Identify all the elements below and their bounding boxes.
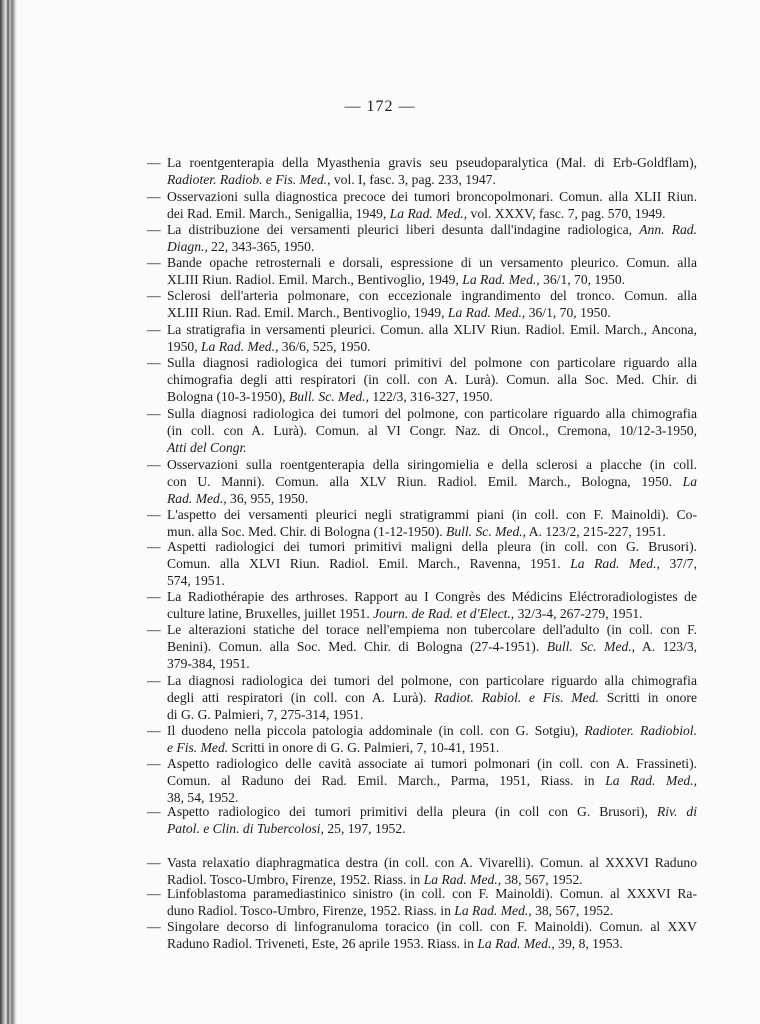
entry-line [147,606,697,623]
entry-text: XLIII Riun. Radiol. Emil. March., Bentivoglio, 1949, [167,271,463,287]
bibliography-entry [147,855,697,889]
entry-line [147,821,697,838]
bibliography-entry [147,804,697,838]
entry-text: 25, 197, 1952. [323,820,406,836]
entry-text: chimografia degli atti respiratori (in coll. con A. Lurà). Comun. alla Soc. Med. Chir. di [167,371,697,387]
entry-line [147,440,697,457]
entry-line [147,222,697,239]
entry-text: Sulla diagnosi radiologica dei tumori del polmone, con particolare riguardo alla chimografia [167,406,697,421]
entry-text: Vasta relaxatio diaphragmatica destra (in coll. con A. Vivarelli). Comun. al XXXVI Raduno [167,855,697,870]
bibliography-entry [147,539,697,589]
entry-text: 22, 343-365, 1950. [207,238,315,254]
entry-line [147,339,697,356]
journal-title: Rad. Med., [167,490,227,506]
entry-text: Aspetti radiologici dei tumori primitivi maligni della pleura (in coll. con G. Brusori). [167,539,697,554]
entry-dash: — [147,723,161,738]
entry-text: Il duodeno nella piccola patologia addominale (in coll. con G. Sotgiu), [167,723,585,738]
entry-line [147,239,697,256]
entry-text: XLIII Riun. Rad. Emil. March., Bentivoglio, 1949, [167,304,448,320]
entry-text: mun. alla Soc. Med. Chir. di Bologna (1-12-1950). [167,523,447,539]
entry-line [147,936,697,953]
bibliography-entry [147,589,697,623]
entry-line [147,406,697,423]
entry-line [147,507,697,524]
journal-title: Ann. Rad. [639,222,698,237]
entry-text: Sulla diagnosi radiologica dei tumori primitivi del polmone con particolare riguardo alla [167,355,697,370]
scan-binding-edge [0,0,18,1024]
entry-line [147,322,697,339]
journal-title: La Rad. Med., [200,338,279,354]
entry-line [147,886,697,903]
entry-line [147,457,697,474]
entry-line [147,423,697,440]
journal-title: Radioter. Radiob. e Fis. Med., [167,171,331,187]
bibliography-entry [147,723,697,757]
entry-line [147,556,697,573]
entry-dash: — [147,457,161,472]
journal-title: Diagn., [167,238,208,254]
entry-dash: — [147,919,161,934]
entry-line [147,622,697,639]
entry-text: 122/3, 316-327, 1950. [368,388,493,404]
bibliography-entry [147,189,697,223]
entry-dash: — [147,589,161,604]
entry-dash: — [147,539,161,554]
entry-line [147,773,697,790]
bibliography-entry [147,919,697,953]
bibliography-entry [147,222,697,256]
journal-title: La Rad. Med., [477,935,555,951]
entry-text: Raduno Radiol. Triveneti, Este, 26 aprile 1953. Riass. in [167,935,478,951]
entry-text: 36/1, 70, 1950. [525,304,611,320]
entry-line [147,573,697,590]
entry-dash: — [147,507,161,522]
journal-title: Bull. Sc. Med., [546,638,636,654]
entry-line [147,255,697,272]
entry-text: di G. G. Palmieri, 7, 275-314, 1951. [167,706,364,722]
entry-text: 38, 567, 1952. [501,871,583,887]
bibliography-entry [147,673,697,723]
entry-text: A. 123/2, 215-227, 1951. [526,523,666,539]
entry-text: (in coll. con A. Lurà). Comun. al VI Congr. Naz. di Oncol., Cremona, 10/12-3-1950, [167,422,697,438]
journal-title: e Fis. Med. [167,739,229,755]
entry-text: 32/3-4, 267-279, 1951. [514,605,643,621]
entry-text: vol. XXXV, fasc. 7, pag. 570, 1949. [467,205,666,221]
entry-line [147,305,697,322]
entry-text: dei Rad. Emil. March., Senigallia, 1949, [167,205,390,221]
journal-title: La [682,473,697,489]
entry-line [147,756,697,773]
bibliography-entry [147,406,697,456]
entry-text: 39, 8, 1953. [554,935,623,951]
journal-title: La Rad. Med., [447,304,526,320]
entry-text: culture latine, Bruxelles, juillet 1951. [167,605,374,621]
entry-dash: — [147,406,161,421]
journal-title: Journ. de Rad. et d'Elect., [373,605,515,621]
entry-text: 38, 54, 1952. [167,789,239,805]
entry-text: 36/1, 70, 1950. [539,271,626,287]
bibliography-entry [147,507,697,541]
entry-text: Scritti in onore [598,689,697,705]
journal-title: Riv. di [656,804,698,819]
entry-text: duno Radiol. Tosco-Umbro, Firenze, 1952. Riass. in [167,902,455,918]
entry-dash: — [147,255,161,270]
entry-text: 37/7, [659,555,698,571]
bibliography-entry [147,622,697,672]
entry-line [147,189,697,206]
entry-line [147,855,697,872]
bibliography-entry [147,886,697,920]
entry-line [147,804,697,821]
entry-line [147,389,697,406]
entry-dash: — [147,855,161,870]
journal-title: La Rad. Med., [462,271,540,287]
bibliography-entry [147,288,697,322]
entry-text: Osservazioni sulla roentgenterapia della siringomielia e della sclerosi a placche (in coll. [167,457,697,472]
entry-text: Scritti in onore di G. G. Palmieri, 7, 10-41, 1951. [228,739,500,755]
bibliography-entry [147,355,697,405]
entry-line [147,372,697,389]
bibliography-entry [147,155,697,189]
entry-line [147,172,697,189]
entry-text: 36/6, 525, 1950. [278,338,371,354]
entry-text: Linfoblastoma paramediastinico sinistro (in coll. con F. Mainoldi). Comun. al XXXVI Ra- [167,886,697,901]
entry-line [147,673,697,690]
entry-text: La stratigrafia in versamenti pleurici. Comun. alla XLIV Riun. Radiol. Emil. March., Ancona, [167,322,697,337]
bibliography-entry [147,756,697,806]
entry-text: Bologna (10-3-1950), [167,388,289,404]
entry-dash: — [147,155,161,170]
entry-dash: — [147,804,161,819]
journal-title: La Rad. Med., [389,205,468,221]
entry-text: degli atti respiratori (in coll. con A. Lurà). [167,689,435,705]
entry-text: La Radiothérapie des arthroses. Rapport au I Congrès des Médicins Eléctroradiologistes de [167,589,697,604]
entry-line [147,656,697,673]
entry-text: Comun. alla XLVI Riun. Radiol. Emil. March., Ravenna, 1951. [167,555,571,571]
bibliography-entry [147,255,697,289]
entry-text: Le alterazioni statiche del torace nell'empiema non tubercolare dell'adulto (in coll. con F. [167,622,697,637]
journal-title: Radiot. Rabiol. e Fis. Med. [434,689,599,705]
entry-text: A. 123/3, [635,638,698,654]
entry-text: 379-384, 1951. [167,655,250,671]
journal-title: La Rad. Med., [570,555,660,571]
entry-dash: — [147,622,161,637]
bibliography-entry [147,322,697,356]
entry-text: La roentgenterapia della Myasthenia gravis seu pseudoparalytica (Mal. di Erb-Goldflam), [167,155,697,170]
entry-line [147,740,697,757]
entry-dash: — [147,756,161,771]
entry-line [147,355,697,372]
entry-dash: — [147,673,161,688]
entry-text: La diagnosi radiologica dei tumori del polmone, con particolare riguardo alla chimografia [167,673,697,688]
entry-line [147,903,697,920]
entry-text: 38, 567, 1952. [531,902,614,918]
journal-title: Radioter. Radiobiol. [584,723,697,738]
entry-dash: — [147,355,161,370]
entry-line [147,539,697,556]
entry-text: L'aspetto dei versamenti pleurici negli stratigrammi piani (in coll. con F. Mainoldi). Co- [167,507,697,522]
entry-text: Singolare decorso di linfogranuloma toracico (in coll. con F. Mainoldi). Comun. al XXV [167,919,697,934]
entry-line [147,206,697,223]
journal-title: Bull. Sc. Med., [288,388,369,404]
entry-text: Aspetto radiologico delle cavità associate ai tumori polmonari (in coll. con A. Frassineti). [167,756,697,771]
entry-line [147,723,697,740]
journal-title: Bull. Sc. Med., [446,523,527,539]
entry-line [147,155,697,172]
entry-line [147,690,697,707]
journal-title: La Rad. Med., [605,772,697,788]
entry-line [147,589,697,606]
entry-text: 574, 1951. [167,572,225,588]
entry-text: vol. I, fasc. 3, pag. 233, 1947. [330,171,496,187]
entry-text: Radiol. Tosco-Umbro, Firenze, 1952. Riass. in [167,871,424,887]
entry-dash: — [147,886,161,901]
entry-dash: — [147,288,161,303]
entry-line [147,491,697,508]
entry-line [147,639,697,656]
entry-text: Osservazioni sulla diagnostica precoce dei tumori broncopolmonari. Comun. alla XLII Riun. [167,189,697,204]
journal-title: La Rad. Med., [454,902,532,918]
entry-dash: — [147,222,161,237]
bibliography-entry [147,457,697,507]
entry-line [147,919,697,936]
journal-title: Atti del Congr. [167,439,247,455]
entry-text: Benini). Comun. alla Soc. Med. Chir. di Bologna (27-4-1951). [167,638,547,654]
journal-title: Patol. e Clin. di Tubercolosi, [167,820,324,836]
entry-text: Bande opache retrosternali e dorsali, espressione di un versamento pleurico. Comun. alla [167,255,697,270]
entry-line [147,474,697,491]
entry-text: 36, 955, 1950. [226,490,309,506]
entry-dash: — [147,322,161,337]
journal-title: La Rad. Med., [423,871,502,887]
entry-text: La distribuzione dei versamenti pleurici liberi desunta dall'indagine radiologica, [167,222,640,237]
entry-line [147,288,697,305]
entry-line [147,272,697,289]
entry-text: Comun. al Raduno dei Rad. Emil. March., Parma, 1951, Riass. in [167,772,606,788]
entry-text: 1950, [167,338,201,354]
entry-text: Aspetto radiologico dei tumori primitivi della pleura (in coll con G. Brusori), [167,804,657,819]
entry-text: Sclerosi dell'arteria polmonare, con eccezionale ingrandimento del tronco. Comun. alla [167,288,697,303]
entry-line [147,707,697,724]
entry-dash: — [147,189,161,204]
entry-text: con U. Manni). Comun. alla XLV Riun. Radiol. Emil. March., Bologna, 1950. [167,473,683,489]
page-number: — 172 — [344,98,416,115]
